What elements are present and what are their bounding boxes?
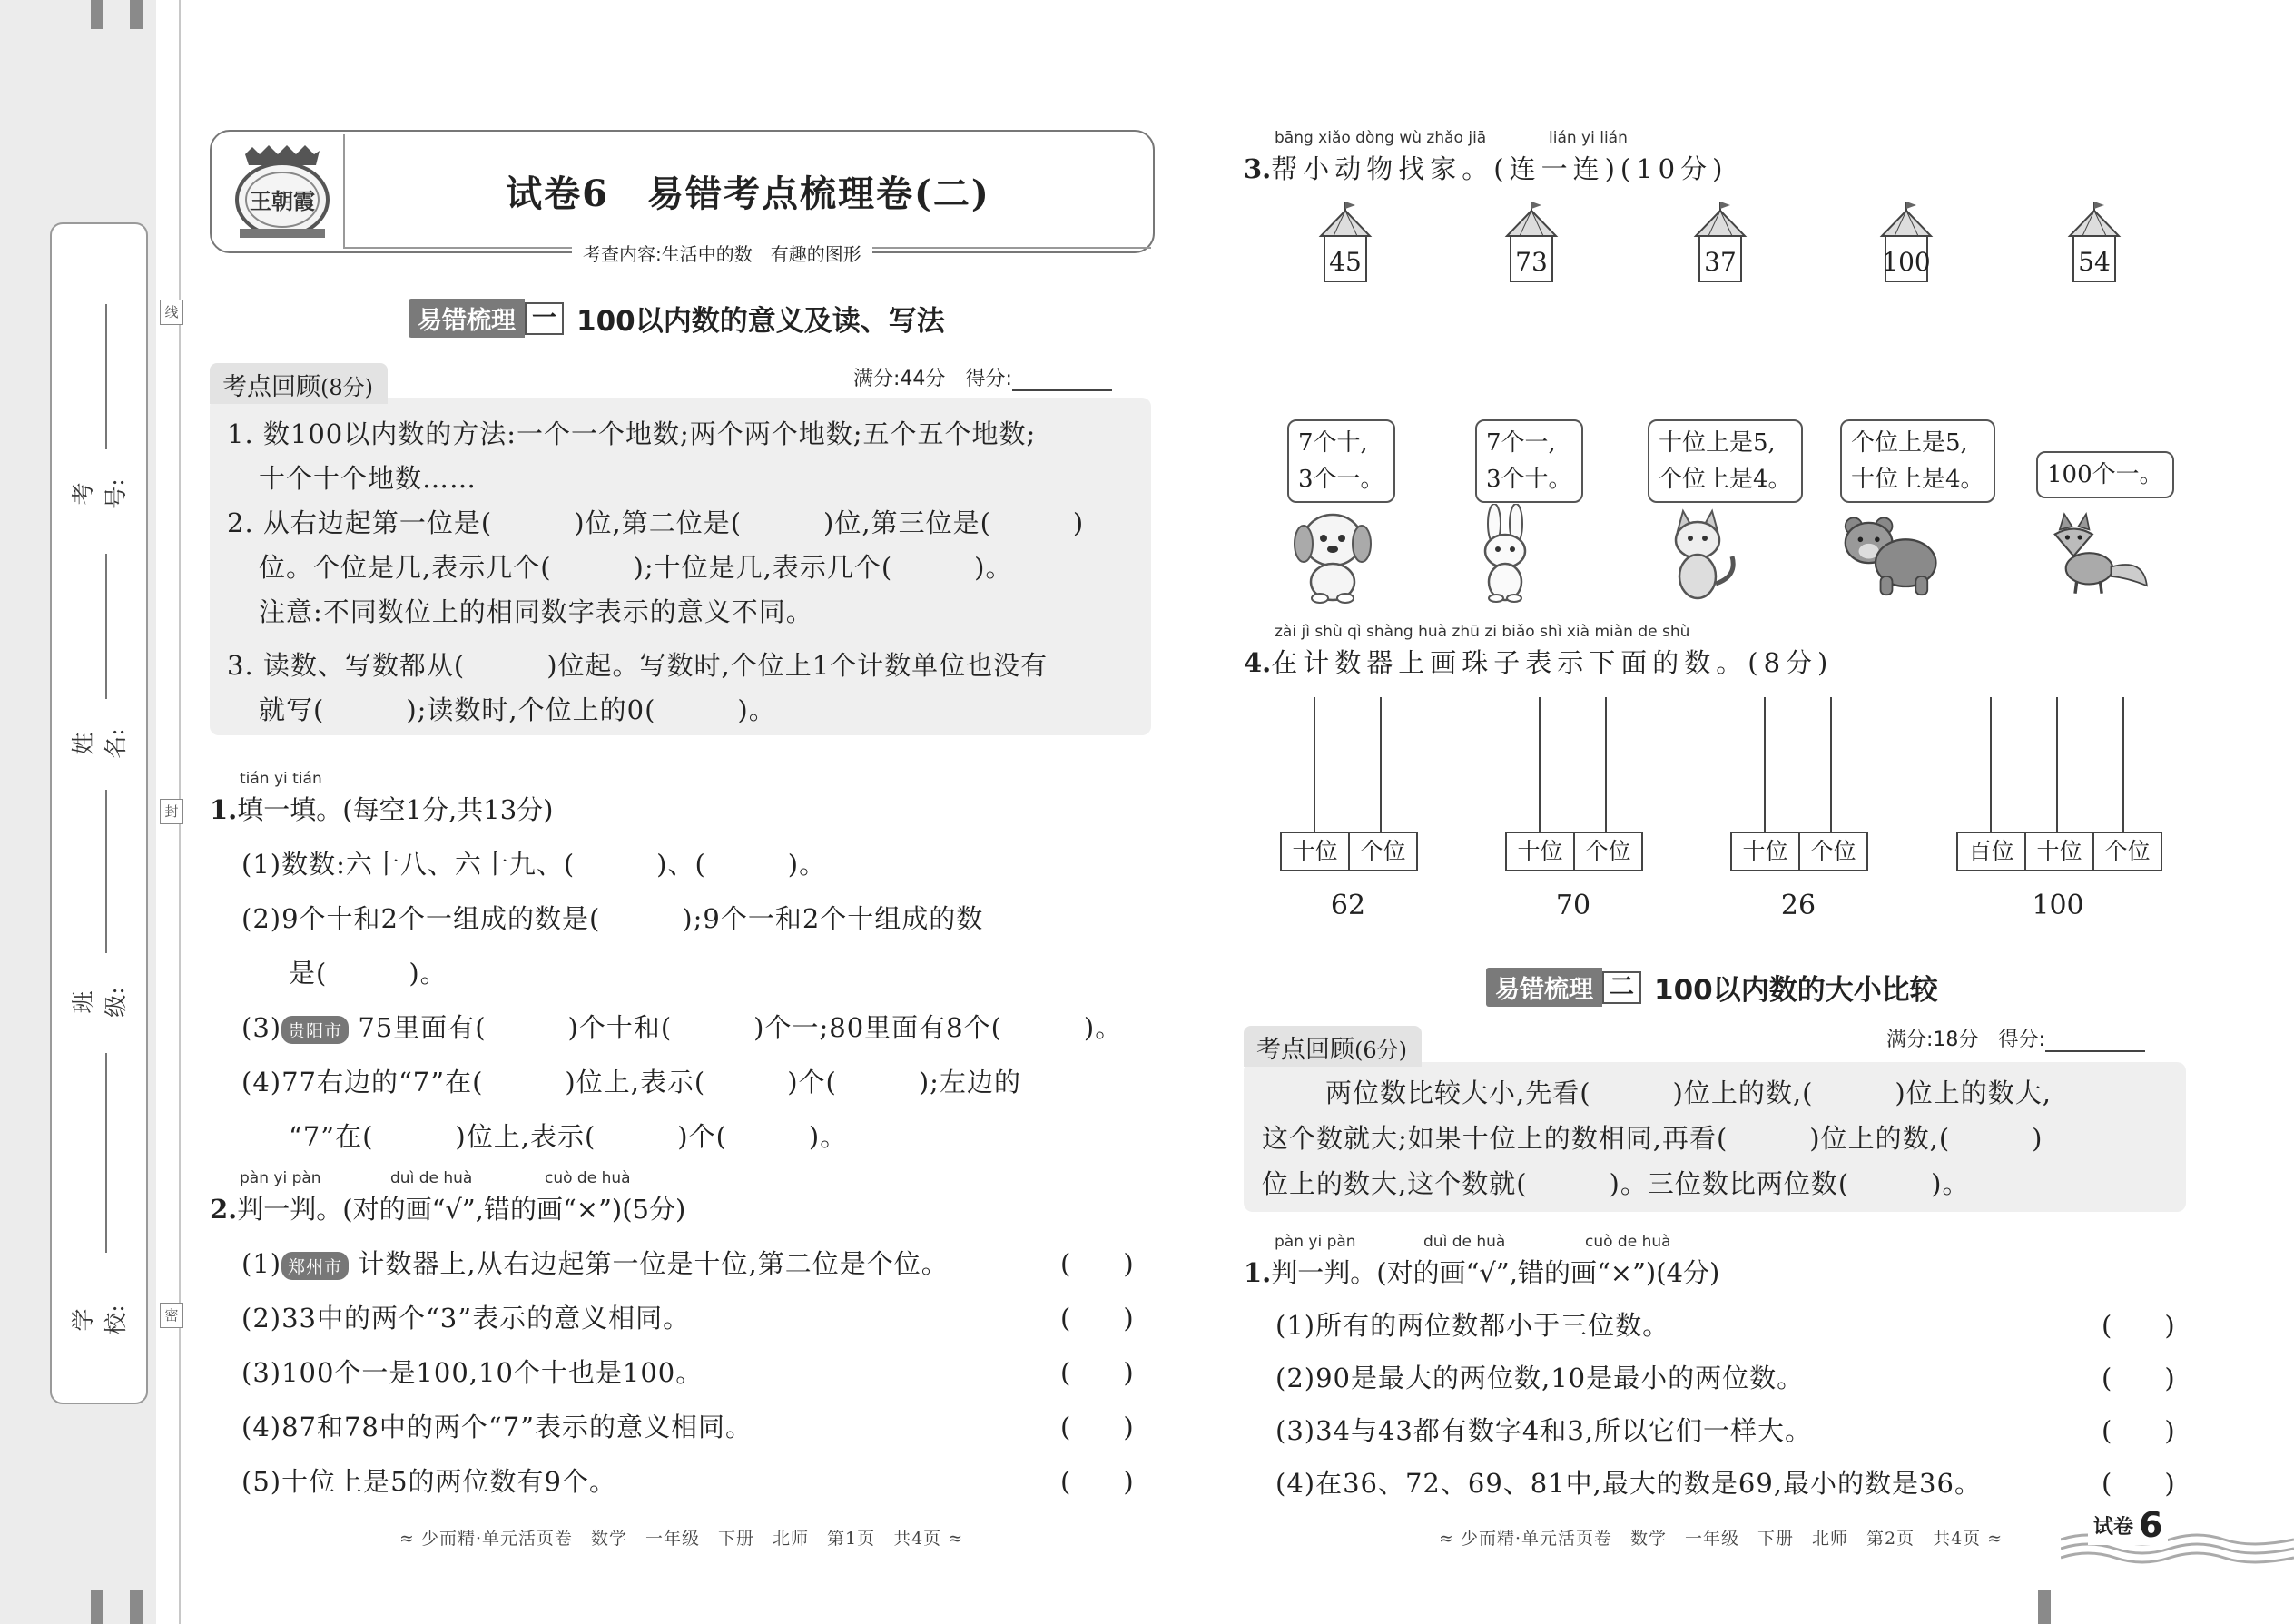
footer-left: ≈ 少而精·单元活页卷 数学 一年级 下册 北师 第1页 共4页 ≈ [399,1529,964,1549]
review-points: (6分) [1354,1038,1407,1063]
section1-tag: 易错梳理 [409,299,525,338]
abacus-rod[interactable] [2122,697,2124,832]
abacus-cell: 十位 [2024,833,2092,870]
abacus-rod[interactable] [1990,697,1992,832]
abacus-number: 70 [1555,890,1591,921]
cut-mark-seal: 封 [160,799,183,824]
review-line: 注意:不同数位上的相同数字表示的意义不同。 [259,596,813,627]
q3-num: 3. [1244,153,1272,184]
answer-paren[interactable]: ( ) [1060,1303,1134,1334]
review-line: 就写( );读数时,个位上的0( )。 [259,694,776,725]
abacus-base [1505,832,1643,871]
house-roof-icon [2063,200,2126,290]
abacus-rod[interactable] [1539,697,1541,832]
q1-line: (1)数数:六十八、六十九、( )、( )。 [241,849,827,880]
q2-line-1 [241,1244,949,1281]
q3-pinyin: lián yi lián [1549,129,1628,147]
badge-label: 试卷 [2093,1516,2134,1539]
bubble-line: 十位上是4。 [1851,466,1984,493]
s2q1-line: (4)在36、72、69、81中,最大的数是69,最小的数是36。 [1275,1468,1982,1499]
speech-bubble [1287,419,1395,503]
q2-line: (3)100个一是100,10个十也是100。 [241,1357,704,1388]
q2-line: (2)33中的两个“3”表示的意义相同。 [241,1303,691,1334]
logo-text: 王朝霞 [250,188,315,214]
review-points: (8分) [320,375,373,400]
registration-mark [91,1590,103,1624]
rabbit-icon [1452,504,1561,604]
q2-pinyin: cuò de huà [545,1169,631,1187]
house-roof-icon [1689,200,1752,290]
s2q1-num: 1. [1244,1257,1272,1288]
s2q1-pinyin: pàn yi pàn [1275,1233,1356,1251]
section1-num: 一 [525,302,564,335]
house-number: 73 [1515,247,1548,277]
bear-icon [1832,504,1941,604]
paper-title: 试卷6 易错考点梳理卷(二) [506,172,990,215]
section1-review-tab [210,363,388,404]
s2q1-line: (1)所有的两位数都小于三位数。 [1275,1310,1670,1341]
bubble-line: 100个一。 [2047,461,2163,488]
speech-bubble [1475,419,1583,503]
q4-num: 4. [1244,647,1272,678]
q2-line: (4)87和78中的两个“7”表示的意义相同。 [241,1412,753,1442]
abacus-base [1730,832,1868,871]
review-line: 十个十个地数…… [259,463,478,494]
abacus-cell: 个位 [1573,833,1641,870]
answer-paren[interactable]: ( ) [2102,1310,2175,1341]
review-line: 位。个位是几,表示几个( );十位是几,表示几个( )。 [259,552,1013,583]
registration-mark [130,0,143,29]
q2-pinyin: pàn yi pàn [240,1169,321,1187]
house [1689,200,1752,290]
q1-num: 1. [210,794,238,825]
q2-text: 判一判。(对的画“√”,错的画“×”)(5分) [237,1194,686,1225]
review-line: 这个数就大;如果十位上的数相同,再看( )位上的数,( ) [1262,1123,2043,1154]
house [1500,200,1563,290]
section1-heading [409,298,945,339]
house [1875,200,1938,290]
score-got: 得分: [965,368,1012,390]
q1-line: 是( )。 [289,958,448,989]
q3-heading [1244,149,1728,186]
abacus-cell: 十位 [1742,838,1788,864]
s2q1-heading [1244,1253,1719,1290]
paper-badge [2088,1505,2168,1545]
q1-l3-text: 75里面有( )个十和( )个一;80里面有8个( )。 [358,1012,1123,1043]
bubble-line: 十位上是5, [1659,429,1776,457]
abacus-cell: 百位 [1968,838,2014,864]
s2q1-text: 判一判。(对的画“√”,错的画“×”)(4分) [1271,1257,1720,1288]
abacus-cell: 个位 [2092,833,2161,870]
city-badge: 贵阳市 [281,1016,349,1044]
answer-paren[interactable]: ( ) [1060,1412,1134,1442]
bubble-line: 7个一, [1486,429,1556,457]
q2-line: (5)十位上是5的两位数有9个。 [241,1466,616,1497]
abacus-rod[interactable] [1764,697,1766,832]
section2-tag: 易错梳理 [1486,968,1602,1007]
answer-paren[interactable]: ( ) [1060,1466,1134,1497]
abacus-base [1280,832,1418,871]
exam-no-label: 考号: [70,478,129,509]
section1-title: 100以内数的意义及读、写法 [576,305,945,338]
q2-pinyin: duì de huà [390,1169,473,1187]
house-number: 100 [1882,247,1931,277]
house-roof-icon [1500,200,1563,290]
s2q1-line: (3)34与43都有数字4和3,所以它们一样大。 [1275,1415,1813,1446]
q4-heading [1244,643,1833,680]
abacus-cell: 十位 [1292,838,1338,864]
name-line [105,554,107,699]
q2-l1-text: 计数器上,从右边起第一位是十位,第二位是个位。 [358,1248,949,1279]
score-total: 满分:18分 [1886,1029,1979,1051]
bubble-line: 3个一。 [1298,466,1384,493]
score-blank[interactable] [1012,369,1112,391]
section1-score [853,363,1112,391]
answer-paren[interactable]: ( ) [2102,1468,2175,1499]
dog-icon [1278,504,1387,604]
section2-heading [1486,967,1938,1008]
q2-heading [210,1189,685,1226]
speech-bubble [2036,451,2174,498]
q4-text: 在计数器上画珠子表示下面的数。(8分) [1271,647,1834,678]
q3-pinyin: bāng xiǎo dòng wù zhǎo jiā [1275,129,1487,147]
s2q1-pinyin: cuò de huà [1585,1233,1671,1251]
name-label: 姓名: [70,728,129,759]
abacus-rod[interactable] [1830,697,1832,832]
abacus-cell: 十位 [1517,838,1563,864]
house [2063,200,2126,290]
exam-no-line [105,304,107,449]
q1-text: 填一填。(每空1分,共13分) [237,794,554,825]
score-total: 满分:44分 [853,368,946,390]
house [1314,200,1377,290]
house-roof-icon [1875,200,1938,290]
student-info-box [50,222,148,1404]
fox-icon [2043,504,2151,604]
abacus-rod[interactable] [1605,697,1607,832]
bubble-line: 7个十, [1298,429,1368,457]
answer-paren[interactable]: ( ) [1060,1357,1134,1388]
q1-line: (2)9个十和2个一组成的数是( );9个一和2个十组成的数 [241,903,984,934]
house-roof-icon [1314,200,1377,290]
abacus-number: 62 [1330,890,1366,921]
q1-line-3 [241,1008,1122,1045]
class-line [105,790,107,953]
city-badge: 郑州市 [281,1252,349,1280]
abacus-rod[interactable] [1314,697,1315,832]
house-number: 37 [1704,247,1737,277]
s2q1-line: (2)90是最大的两位数,10是最小的两位数。 [1275,1363,1805,1393]
abacus-rod[interactable] [2056,697,2058,832]
registration-mark [91,0,103,29]
school-line [105,1053,107,1253]
q1-pinyin: tián yi tián [240,770,322,788]
answer-paren[interactable]: ( ) [2102,1415,2175,1446]
q3-text: 帮小动物找家。(连一连)(10分) [1271,153,1728,184]
cut-mark-line: 线 [160,300,183,325]
registration-mark [2038,1590,2051,1624]
abacus-number: 100 [2032,890,2084,921]
bubble-line: 3个十。 [1486,466,1572,493]
review-line: 2. 从右边起第一位是( )位,第二位是( )位,第三位是( ) [227,507,1085,538]
speech-bubble [1648,419,1803,503]
abacus-cell: 个位 [1798,833,1866,870]
section2-title: 100以内数的大小比较 [1654,974,1938,1007]
review-line: 3. 读数、写数都从( )位起。写数时,个位上1个计数单位也没有 [227,650,1049,681]
abacus-base [1956,832,2162,871]
section2-review-tab [1244,1026,1422,1067]
house-number: 54 [2078,247,2111,277]
q2-l1-prefix: (1) [241,1248,282,1279]
bubble-line: 个位上是5, [1851,429,1968,457]
school-label: 学校: [70,1304,129,1335]
q4-pinyin: zài jì shù qì shàng huà zhū zi biǎo shì xià miàn de shù [1275,623,1690,641]
section2-score [1886,1024,2145,1052]
cut-mark-fold: 密 [160,1303,183,1328]
abacus-number: 26 [1780,890,1816,921]
abacus-cell: 个位 [1348,833,1416,870]
review-label: 考点回顾 [1256,1036,1354,1064]
q1-l3-prefix: (3) [241,1012,282,1043]
answer-paren[interactable]: ( ) [1060,1248,1134,1279]
paper-scope: 考查内容:生活中的数 有趣的图形 [572,240,872,266]
abacus-rod[interactable] [1380,697,1382,832]
score-blank[interactable] [2045,1030,2145,1052]
review-line: 两位数比较大小,先看( )位上的数,( )位上的数大, [1325,1078,2052,1108]
footer-right: ≈ 少而精·单元活页卷 数学 一年级 下册 北师 第2页 共4页 ≈ [1439,1529,2004,1549]
review-label: 考点回顾 [222,373,320,401]
house-number: 45 [1329,247,1362,277]
bubble-line: 个位上是4。 [1659,466,1792,493]
score-got: 得分: [1998,1029,2045,1051]
q1-line: “7”在( )位上,表示( )个( )。 [289,1121,848,1152]
registration-mark [130,1590,143,1624]
review-line: 1. 数100以内数的方法:一个一个地数;两个两个地数;五个五个地数; [227,418,1037,449]
class-label: 班级: [70,987,129,1018]
badge-number: 6 [2139,1505,2163,1545]
review-line: 位上的数大,这个数就( )。三位数比两位数( )。 [1262,1168,1970,1199]
answer-paren[interactable]: ( ) [2102,1363,2175,1393]
section2-num: 二 [1602,971,1641,1004]
cat-icon [1643,504,1752,604]
q1-line: (4)77右边的“7”在( )位上,表示( )个( );左边的 [241,1067,1021,1097]
publisher-logo [227,138,338,242]
q2-num: 2. [210,1194,238,1225]
speech-bubble [1840,419,1995,503]
q1-heading [210,790,553,827]
s2q1-pinyin: duì de huà [1423,1233,1506,1251]
